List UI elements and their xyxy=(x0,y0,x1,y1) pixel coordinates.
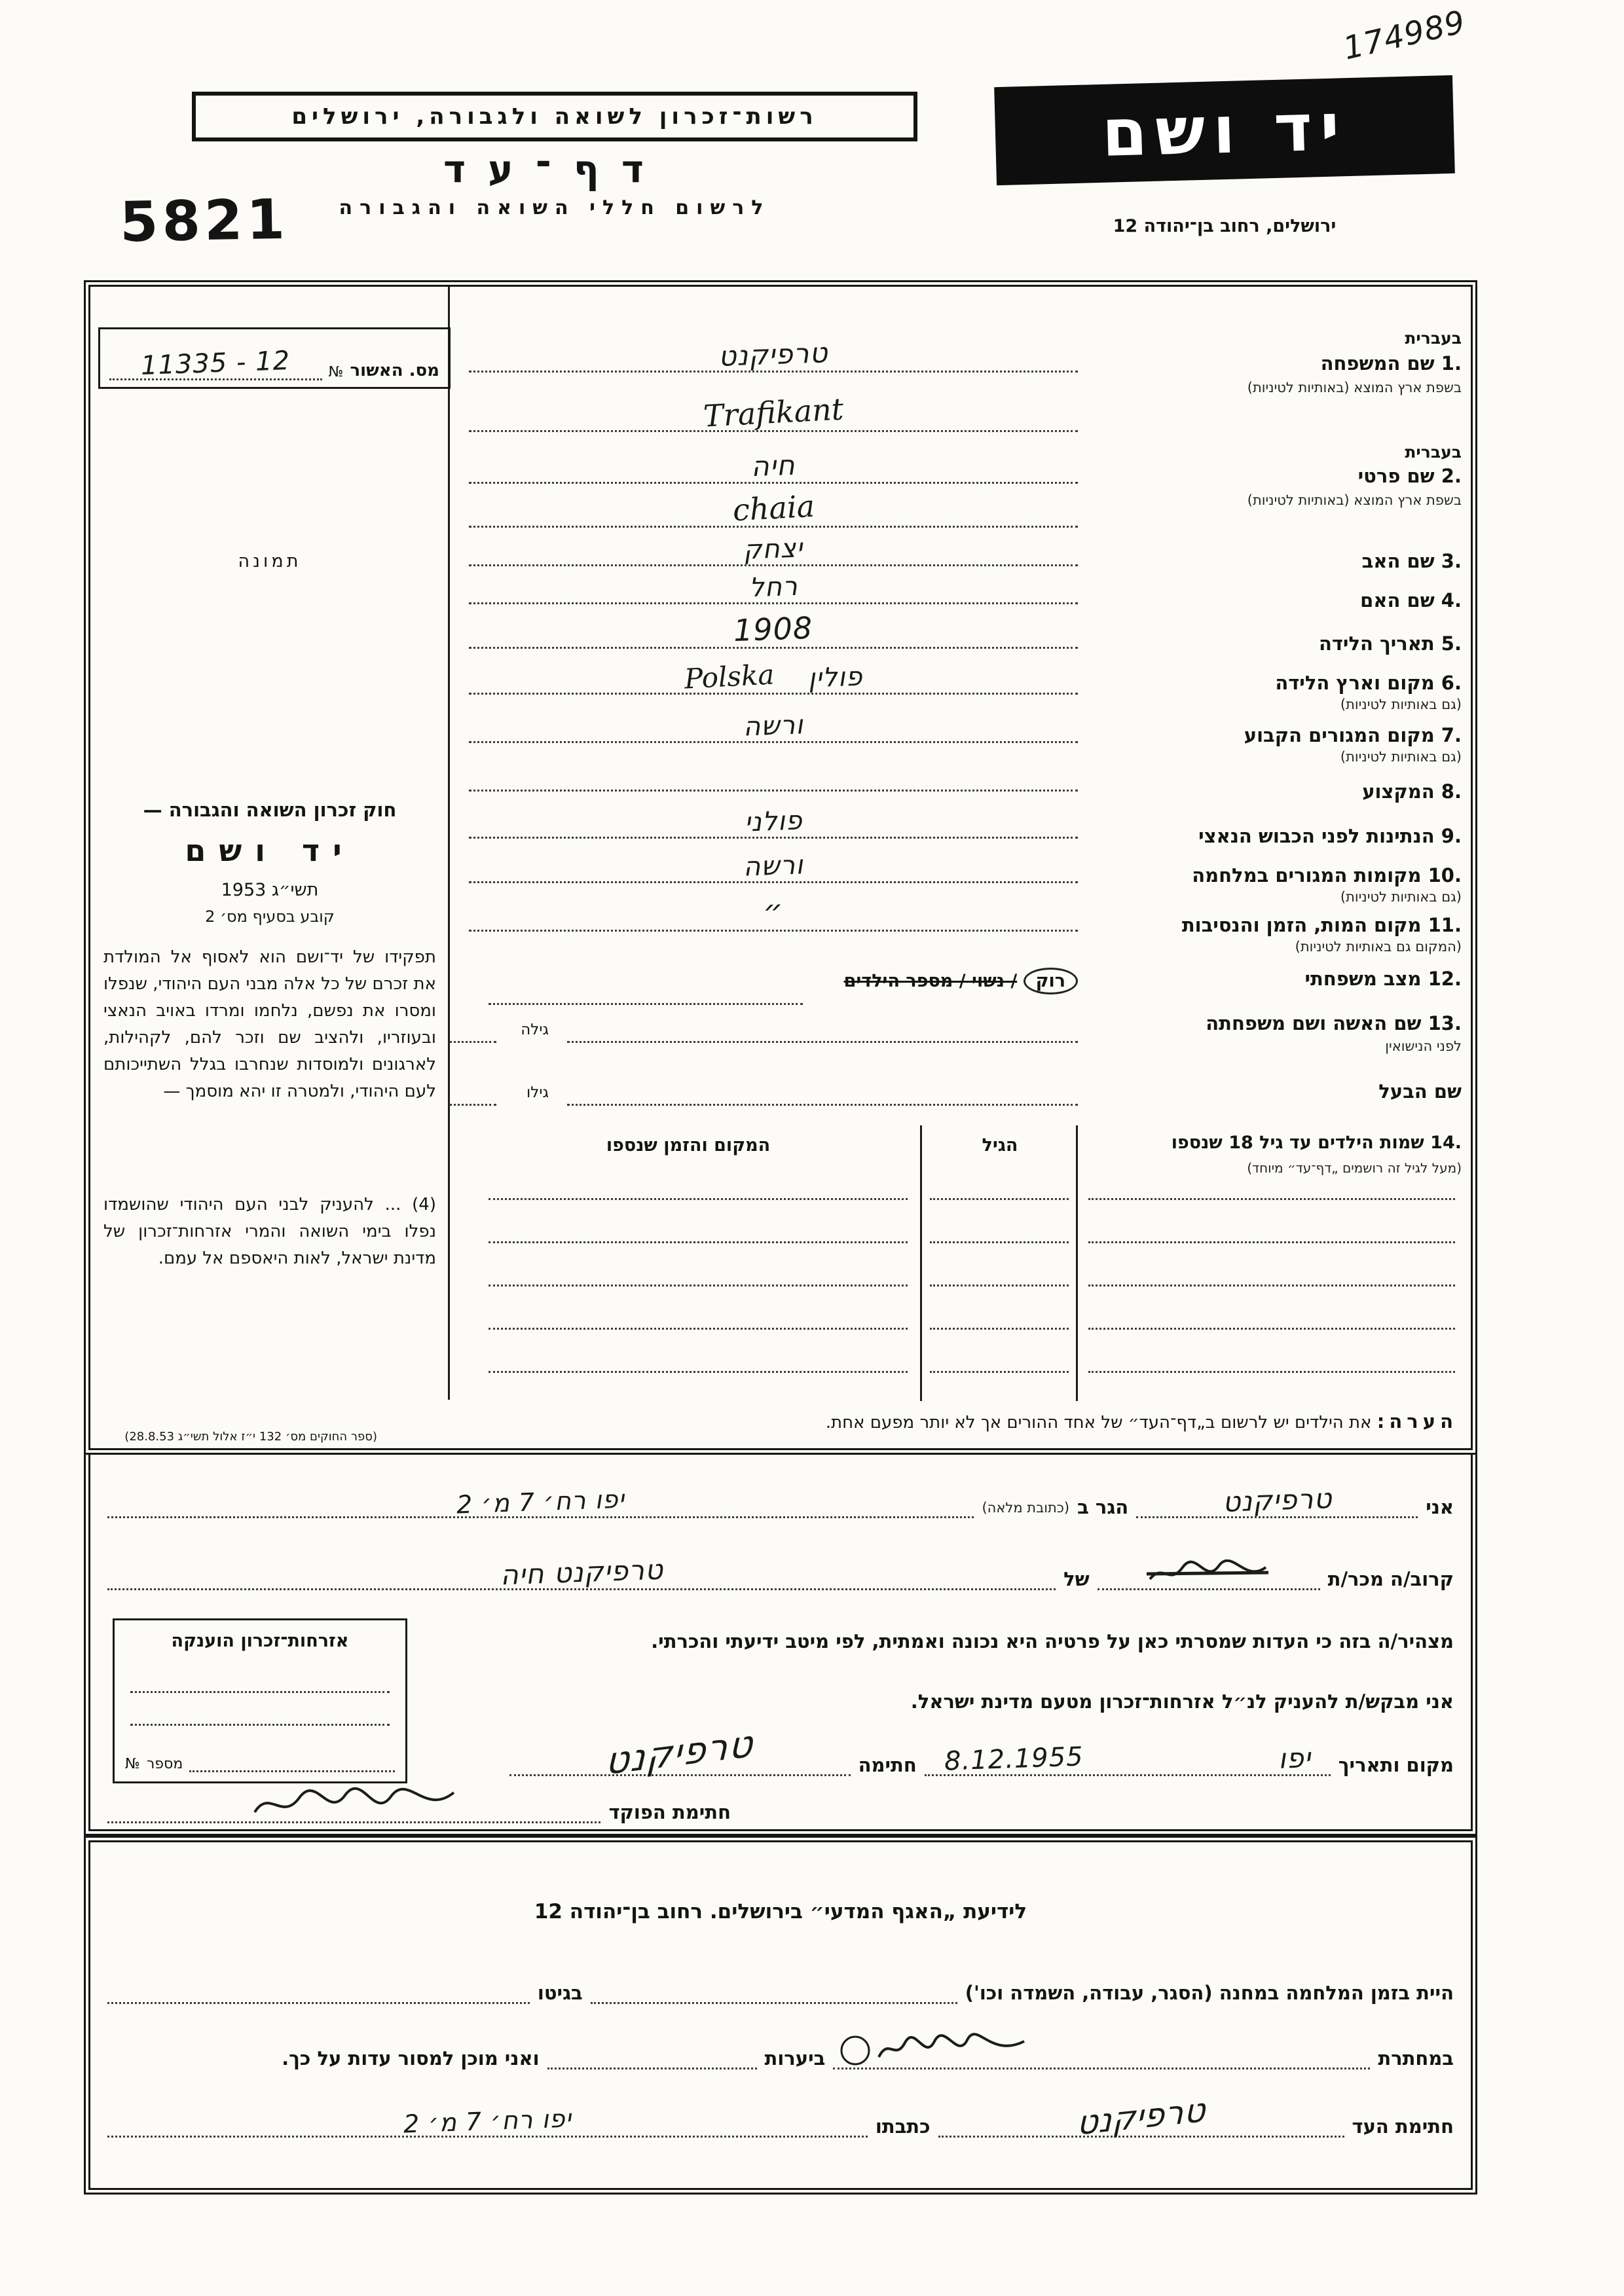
declaration-box xyxy=(84,1455,1477,1836)
place-date-line xyxy=(925,1743,1331,1776)
children-row-line xyxy=(489,1371,908,1373)
field-2-label xyxy=(1079,465,1462,488)
field-4-number: 4. xyxy=(1441,589,1462,611)
field-7-latin-note: (גם באותיות לטיניות) xyxy=(1340,749,1462,765)
law-text: תפקידו של יד־ושם הוא לאסוף אל המולדת את זכרם של כל אלה מבני העם היהודי, שנפלו ומסרו את נפשם, נלחמו ומרדו באויב הנאצי ובעוזריו, ולהציב שם וזכר להם, לקהילות, לארגונים ולמוסדות שנחרבו בגלל השתייכותם לעם היהודי, ולמטרה זו יהא מוסמך — xyxy=(103,947,436,1102)
handwritten-first-name-latin: chaia xyxy=(731,488,815,528)
numero-symbol: № xyxy=(328,364,344,380)
ghetto-line xyxy=(107,1971,530,2004)
field-7-line xyxy=(469,706,1078,743)
handwritten-residence: ורשה xyxy=(743,710,804,742)
handwritten-place: יפו xyxy=(1277,1741,1312,1775)
field-2-origin-note: בשפת ארץ המוצא (באותיות לטיניות) xyxy=(1247,492,1462,508)
field-1-origin-note: בשפת ארץ המוצא (באותיות לטיניות) xyxy=(1247,380,1462,395)
field-7-title: מקום המגורים הקבוע xyxy=(1244,724,1435,746)
place-date-label: מקום ותאריך xyxy=(1338,1754,1454,1776)
handwritten-birth-year: 1908 xyxy=(733,610,814,649)
grant-numero-symbol: № xyxy=(125,1756,140,1772)
authority-header-box xyxy=(192,92,917,141)
field-11-label xyxy=(1079,914,1462,937)
field-8-label xyxy=(1079,780,1462,803)
children-place-column-header: המקום והזמן שנספו xyxy=(606,1135,771,1156)
forests-label: ביערות xyxy=(764,2047,826,2069)
handwritten-mother-name: רחל xyxy=(748,571,799,604)
children-note xyxy=(482,1410,1458,1432)
field-12-title: מצב משפחתי xyxy=(1304,968,1422,990)
note-text: את הילדים יש לרשום ב„דף־העד״ של אחד ההורים אך לא יותר מפעם אחת. xyxy=(825,1413,1372,1432)
field-10-latin-note: (גם באותיות לטיניות) xyxy=(1340,889,1462,905)
underground-label: במחתרת xyxy=(1378,2047,1454,2069)
field-14-label xyxy=(1079,1133,1462,1154)
department-notice: לידיעת „האגף המדעי״ בירושלים. רחוב בן־יהודה 12 xyxy=(534,1900,1027,1923)
field-9-number: 9. xyxy=(1441,825,1462,847)
law-clause: (4) ... להעניק לבני העם היהודי שהושמדו נפלו בימי השואה והמרי אזרחות־זכרון של מדינת ישראל, לאות היאספם אל עמם. xyxy=(103,1195,436,1269)
children-table-divider-age xyxy=(1076,1125,1078,1401)
handwritten-birthplace-hebrew: פולין xyxy=(807,661,864,694)
field-12-line xyxy=(489,1003,803,1005)
authority-name: רשות־זכרון לשואה ולגבורה, ירושלים xyxy=(291,103,818,130)
children-age-column-header: הגיל xyxy=(982,1135,1018,1156)
handwritten-family-name-hebrew: טרפיקנט xyxy=(718,337,829,373)
field-1-number: 1. xyxy=(1441,352,1462,374)
children-table-divider-place xyxy=(920,1125,922,1401)
form-serial-number: 5821 xyxy=(119,187,289,255)
field-10-title: מקומות המגורים במלחמה xyxy=(1192,864,1422,886)
field-13-title: שם האשה ושם משפחתה xyxy=(1206,1012,1422,1034)
form-subtitle: לרשום חללי השואה והגבורה xyxy=(339,196,771,219)
field-8-title: המקצוע xyxy=(1362,780,1435,803)
field-9-line xyxy=(469,801,1078,839)
handwritten-declarant-address: יפו רח׳ 7 מ׳ 2 xyxy=(456,1484,625,1520)
field-1-label xyxy=(1079,352,1462,375)
field-11-number: 11. xyxy=(1428,914,1462,936)
main-form-box xyxy=(84,280,1477,1455)
field-9-title: הנתינות לפני הכבוש הנאצי xyxy=(1198,825,1435,847)
ghetto-label: בגיטו xyxy=(537,1982,583,2004)
handwritten-declarant-name: טרפיקנט xyxy=(1221,1482,1333,1518)
field-10-number: 10. xyxy=(1428,864,1462,886)
field-6-label xyxy=(1079,672,1462,695)
camps-label: היית בזמן המלחמה במחנה (הסגר, עבודה, השמדה וכו') xyxy=(965,1982,1454,2004)
yad-vashem-logo: יד ושם xyxy=(994,75,1455,185)
handwritten-wartime-residence: ורשה xyxy=(743,850,804,883)
field-1-title: שם המשפחה xyxy=(1320,352,1435,374)
field-8-number: 8. xyxy=(1441,780,1462,803)
witness-signature-line xyxy=(938,2090,1344,2143)
field-5-label xyxy=(1079,632,1462,655)
field-3-number: 3. xyxy=(1441,550,1462,572)
official-signature-row xyxy=(107,1790,731,1823)
signature-line xyxy=(509,1722,851,1784)
grant-box-line xyxy=(130,1691,390,1693)
field-2-number: 2. xyxy=(1441,465,1462,487)
field-3-label xyxy=(1079,550,1462,573)
signature-label: חתימה xyxy=(858,1754,917,1776)
husband-name-label: שם הבעל xyxy=(1378,1080,1462,1102)
field-5-line xyxy=(469,611,1078,649)
handwritten-birthplace-latin: Polska xyxy=(683,658,775,695)
field-13-label xyxy=(1079,1012,1462,1035)
resides-label: הגר ב xyxy=(1077,1496,1129,1518)
witness-address-label: כתבתו xyxy=(875,2115,931,2138)
official-signature-scribble-icon xyxy=(249,1783,459,1821)
marital-status-options xyxy=(822,968,1078,994)
witness-address-line xyxy=(107,2104,868,2138)
handwritten-first-name-hebrew: חיה xyxy=(750,448,796,483)
underground-line xyxy=(833,2036,1370,2069)
field-11-title: מקום המות, הזמן והנסיבות xyxy=(1181,914,1422,936)
relative-label: קרוב/ה מכר/ת xyxy=(1327,1568,1454,1590)
handwritten-family-name-latin: Trafikant xyxy=(702,391,845,434)
form-title: דף־עד xyxy=(443,147,667,191)
marital-option-single-circled: רוק xyxy=(1024,968,1078,994)
grant-number-row xyxy=(125,1747,395,1772)
law-heading: חוק זכרון השואה והגבורה — xyxy=(143,799,397,821)
witness-row xyxy=(107,2090,1454,2143)
field-7-label xyxy=(1079,724,1462,747)
handwritten-archive-number: 174989 xyxy=(1340,3,1469,67)
office-address: ירושלים, רחוב בן־יהודה 12 xyxy=(1113,216,1337,236)
children-row-line xyxy=(1088,1371,1455,1373)
declaration-statement: מצהיר/ה בזה כי העדות שמסרתי כאן על פרטיה היא נכונה ואמתית, לפי מיטב ידיעתי והכרתי. xyxy=(651,1630,1454,1652)
field-6-title: מקום וארץ הלידה xyxy=(1275,672,1435,694)
children-row-line xyxy=(1088,1285,1455,1286)
testify-label: ואני מוכן למסור עדות על כך. xyxy=(282,2047,540,2069)
children-row-line xyxy=(930,1285,1069,1286)
handwritten-date: 8.12.1955 xyxy=(944,1741,1084,1777)
her-age-label: גילה xyxy=(521,1021,549,1038)
children-row-line xyxy=(1088,1198,1455,1200)
forest-entry-scribble-icon xyxy=(833,2031,1029,2068)
his-age-label: גילו xyxy=(526,1084,549,1101)
field-9-label xyxy=(1079,825,1462,848)
camps-row xyxy=(107,1971,1454,2004)
field-2-title: שם פרטי xyxy=(1357,465,1435,487)
his-age-line xyxy=(449,1104,496,1106)
field-12-label xyxy=(1079,968,1462,991)
field-4-line xyxy=(469,567,1078,604)
field-3-line xyxy=(469,529,1078,566)
handwritten-father-name: יצחק xyxy=(743,533,804,566)
field-11-line xyxy=(469,894,1078,932)
her-age-line xyxy=(449,1041,496,1043)
field-6-latin-note: (גם באותיות לטיניות) xyxy=(1340,697,1462,712)
field-10-label xyxy=(1079,864,1462,887)
underground-row xyxy=(107,2036,1454,2069)
children-row-line xyxy=(489,1285,908,1286)
husband-name-line xyxy=(567,1104,1078,1106)
declaration-request: אני מבקש/ת להעניק לנ״ל אזרחות־זכרון מטעם מדינת ישראל. xyxy=(910,1690,1454,1713)
approval-number-box xyxy=(98,327,451,389)
children-row-line xyxy=(489,1241,908,1243)
field-7-number: 7. xyxy=(1441,724,1462,746)
field-6-line xyxy=(469,657,1078,695)
grant-box-line xyxy=(130,1724,390,1726)
field-12-number: 12. xyxy=(1428,968,1462,990)
field-14-title: שמות הילדים עד גיל 18 שנספו xyxy=(1171,1133,1424,1153)
field-1-line-latin xyxy=(469,391,1078,434)
of-label: של xyxy=(1063,1568,1090,1590)
field-6-number: 6. xyxy=(1441,672,1462,694)
field-2-line-latin xyxy=(469,490,1078,528)
handwritten-ditto-mark: ״ xyxy=(762,892,784,930)
field-4-title: שם האם xyxy=(1360,589,1435,611)
grant-number-label: מספר xyxy=(146,1756,183,1772)
marital-options-struck: / נשוי / מספר הילדים xyxy=(843,971,1018,991)
relation-row xyxy=(107,1553,1454,1592)
forests-line xyxy=(547,2036,757,2069)
i-label: אני xyxy=(1426,1496,1454,1518)
witness-signature-label: חתימת העד xyxy=(1352,2115,1454,2138)
grant-box-title: אזרחות־זכרון הוענקה xyxy=(171,1631,349,1651)
field-3-title: שם האב xyxy=(1361,550,1435,572)
field-13-sub: לפני הנישואין xyxy=(1385,1038,1462,1054)
field-5-title: תאריך הלידה xyxy=(1318,632,1435,655)
panel-divider xyxy=(448,287,450,1400)
handwritten-approval-number: 11335 - 12 xyxy=(140,346,291,381)
children-row-line xyxy=(930,1198,1069,1200)
grant-number-line xyxy=(189,1747,395,1772)
children-row-line xyxy=(489,1328,908,1330)
field-1-hebrew-note: בעברית xyxy=(1405,329,1462,348)
children-row-line xyxy=(1088,1241,1455,1243)
official-signature-line xyxy=(107,1790,600,1823)
field-8-line xyxy=(469,754,1078,792)
scientific-department-box xyxy=(84,1836,1477,2195)
declarant-row xyxy=(107,1482,1454,1520)
field-14-sub: (מעל לגיל זה רושמים „דף־עד״ מיוחד) xyxy=(1247,1160,1462,1176)
field-10-line xyxy=(469,846,1078,883)
camps-line xyxy=(591,1971,957,2004)
field-2-line-hebrew xyxy=(469,446,1078,484)
relation-line xyxy=(1098,1557,1320,1590)
declarant-name-line xyxy=(1136,1482,1418,1518)
children-row-line xyxy=(489,1198,908,1200)
note-label: הערה: xyxy=(1376,1410,1458,1432)
of-name-line xyxy=(107,1553,1056,1592)
declarant-address-line xyxy=(107,1485,974,1518)
field-11-place-note: (המקום גם באותיות לטיניות) xyxy=(1295,939,1462,955)
law-year: תשי״ג 1953 xyxy=(221,880,319,900)
field-1-line-hebrew xyxy=(469,335,1078,373)
field-14-number: 14. xyxy=(1430,1133,1462,1153)
photo-placeholder-label: תמונה xyxy=(238,551,302,572)
handwritten-nationality: פולני xyxy=(743,805,803,838)
children-row-line xyxy=(930,1241,1069,1243)
field-13-number: 13. xyxy=(1428,1012,1462,1034)
handwritten-signature: טרפיקנט xyxy=(604,1722,756,1784)
handwritten-victim-name: טרפיקנט חיה xyxy=(499,1553,664,1592)
children-row-line xyxy=(1088,1328,1455,1330)
field-5-number: 5. xyxy=(1441,632,1462,655)
wife-name-line xyxy=(567,1041,1078,1043)
crossed-out-word-icon xyxy=(1147,1559,1271,1588)
field-2-hebrew-note: בעברית xyxy=(1405,443,1462,462)
official-signature-label: חתימת הפוקד xyxy=(608,1801,731,1823)
children-row-line xyxy=(930,1371,1069,1373)
handwritten-witness-address: יפו רח׳ 7 מ׳ 2 xyxy=(403,2104,572,2139)
place-date-signature-row xyxy=(509,1722,1454,1784)
law-citation: (ספר החוקים מס׳ 132 י״ז אלול תשי״ג 28.8.53) xyxy=(124,1430,377,1444)
children-row-line xyxy=(930,1328,1069,1330)
citizenship-grant-box xyxy=(113,1618,407,1783)
field-4-label xyxy=(1079,589,1462,612)
law-name: יד ושם xyxy=(185,833,355,868)
approval-number-label: מס. האשור xyxy=(350,361,439,380)
full-address-note: (כתובת מלאה) xyxy=(982,1500,1070,1516)
handwritten-witness-signature: טרפיקנט xyxy=(1076,2090,1207,2143)
law-section: קובע בסעיף מס׳ 2 xyxy=(205,907,335,926)
